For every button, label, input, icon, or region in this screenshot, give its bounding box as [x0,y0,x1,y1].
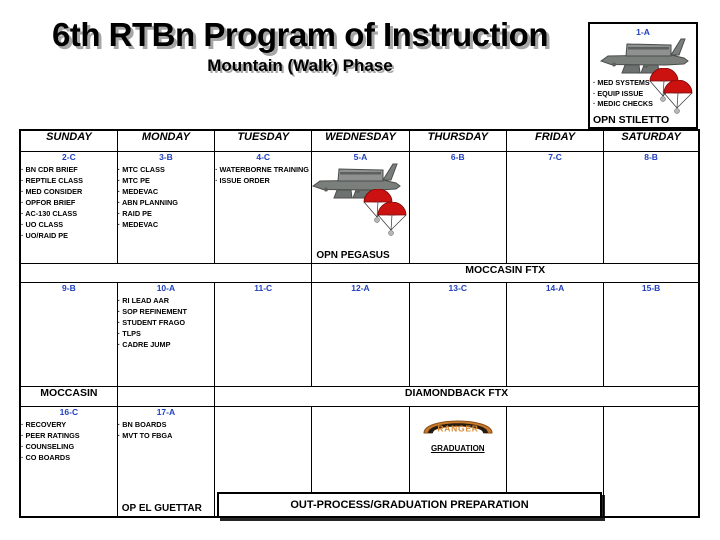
banner-row-2 [20,387,699,406]
day-cell[interactable] [117,282,214,386]
stiletto-day-code: 1-A [636,27,650,37]
list-item: · MVT TO FBGA [117,430,173,440]
day-cell[interactable] [506,151,603,263]
graduation-label: GRADUATION [430,443,485,453]
day-code: 11-C [254,282,273,293]
day-code: 16-C [59,406,79,417]
parachute-icon [362,189,394,229]
day-header-friday: FRIDAY [506,130,603,151]
list-item: · MEDEVAC [117,220,159,230]
day-header-monday: MONDAY [117,130,214,151]
outprocess-label: OUT-PROCESS/GRADUATION PREPARATION [290,499,529,511]
day-header-saturday: SATURDAY [604,130,699,151]
c130-aircraft-icon [596,36,696,78]
day-code: 8-B [644,151,658,162]
day-cell[interactable] [20,406,117,517]
day-code: 9-B [62,282,76,293]
list-item: · RAID PE [117,209,152,219]
outprocess-banner[interactable] [217,492,602,518]
list-item: · BN CDR BRIEF [21,164,78,174]
list-item: · PEER RATINGS [21,430,80,440]
list-item: · MED SYSTEMS [593,78,650,88]
day-code: 12-A [351,282,370,293]
banner-row-1 [20,263,699,282]
list-item: · MTC CLASS [117,164,165,174]
list-item: · UO/RAID PE [21,231,69,241]
day-cell[interactable] [506,282,603,386]
week-row-2 [20,282,699,386]
list-item: · COUNSELING [21,441,75,451]
day-cell[interactable] [604,406,699,517]
page-subtitle: Mountain (Walk) Phase [207,56,393,75]
day-header-sunday: SUNDAY [20,130,117,151]
list-item: · WATERBORNE TRAINING [215,164,309,174]
banner-moccasin[interactable]: MOCCASIN [20,387,117,406]
stiletto-day-box[interactable] [588,22,698,129]
day-code: 7-C [548,151,562,162]
list-item: · BN BOARDS [117,419,167,429]
day-code: 17-A [156,406,176,417]
day-bullet-list [118,419,214,441]
banner-gap [117,387,214,406]
day-cell[interactable] [215,151,312,263]
day-code: 4-C [256,151,271,162]
day-bullet-list [21,164,117,242]
day-code: 10-A [156,282,176,293]
list-item: · RI LEAD AAR [117,295,170,305]
day-cell[interactable] [215,282,312,386]
poi-calendar-table [19,129,700,518]
day-code: 6-B [450,151,465,162]
ranger-tab-icon [422,410,494,441]
ranger-tab-text: RANGER [437,423,479,434]
week-row-1 [20,151,699,263]
day-code: 15-B [641,282,661,293]
graduation-block [422,410,494,453]
list-item: · SOP REFINEMENT [117,307,187,317]
list-item: · RECOVERY [21,419,67,429]
day-code: 2-C [62,151,76,162]
list-item: · AC-130 CLASS [21,209,78,219]
day-header-thursday: THURSDAY [409,130,506,151]
list-item: · MED CONSIDER [21,186,83,196]
day-cell[interactable] [117,151,214,263]
operation-label: OP EL GUETTAR [121,503,202,514]
day-cell[interactable] [409,151,506,263]
list-item: · CADRE JUMP [117,340,171,350]
day-bullet-list [118,164,214,230]
banner-techniques-training[interactable]: TECHNIQUES TRAINING [20,263,312,282]
list-item: · MEDEVAC [117,186,159,196]
day-code: 13-C [448,282,467,293]
day-bullet-list [215,164,311,186]
list-item: · ABN PLANNING [117,198,178,208]
list-item: · STUDENT FRAGO [117,318,186,328]
day-code: 3-B [159,151,173,162]
day-code: 14-A [545,282,565,293]
banner-diamondback-ftx[interactable]: DIAMONDBACK FTX [215,387,699,406]
day-code: 5-A [353,151,368,162]
day-cell[interactable] [312,151,409,263]
page-title-block [0,18,600,76]
day-header-wednesday: WEDNESDAY [312,130,409,151]
list-item: · UO CLASS [21,220,64,230]
day-header-tuesday: TUESDAY [215,130,312,151]
list-item: · REPTILE CLASS [21,175,84,185]
c130-aircraft-icon [308,161,408,203]
day-header-row [20,130,699,151]
list-item: · MEDIC CHECKS [593,98,653,108]
list-item: · EQUIP ISSUE [593,88,644,98]
list-item: · CO BOARDS [21,452,71,462]
day-bullet-list [118,295,214,350]
page-title: 6th RTBn Program of Instruction [52,16,548,53]
stiletto-operation-label: OPN STILETTO [593,114,670,126]
day-bullet-list [21,419,117,463]
list-item: · MTC PE [117,175,150,185]
list-item: · ISSUE ORDER [215,175,270,185]
day-cell[interactable] [117,406,214,517]
day-cell[interactable] [409,282,506,386]
day-cell[interactable] [312,282,409,386]
day-cell[interactable] [604,282,699,386]
day-cell[interactable] [20,151,117,263]
day-cell[interactable] [20,282,117,386]
day-cell[interactable] [604,151,699,263]
stiletto-bullet-list [593,78,653,109]
list-item: · OPFOR BRIEF [21,198,76,208]
banner-moccasin-ftx[interactable]: MOCCASIN FTX [312,263,699,282]
operation-label: OPN PEGASUS [316,249,390,261]
parachute-icon [376,202,408,242]
list-item: · TLPS [117,329,141,339]
